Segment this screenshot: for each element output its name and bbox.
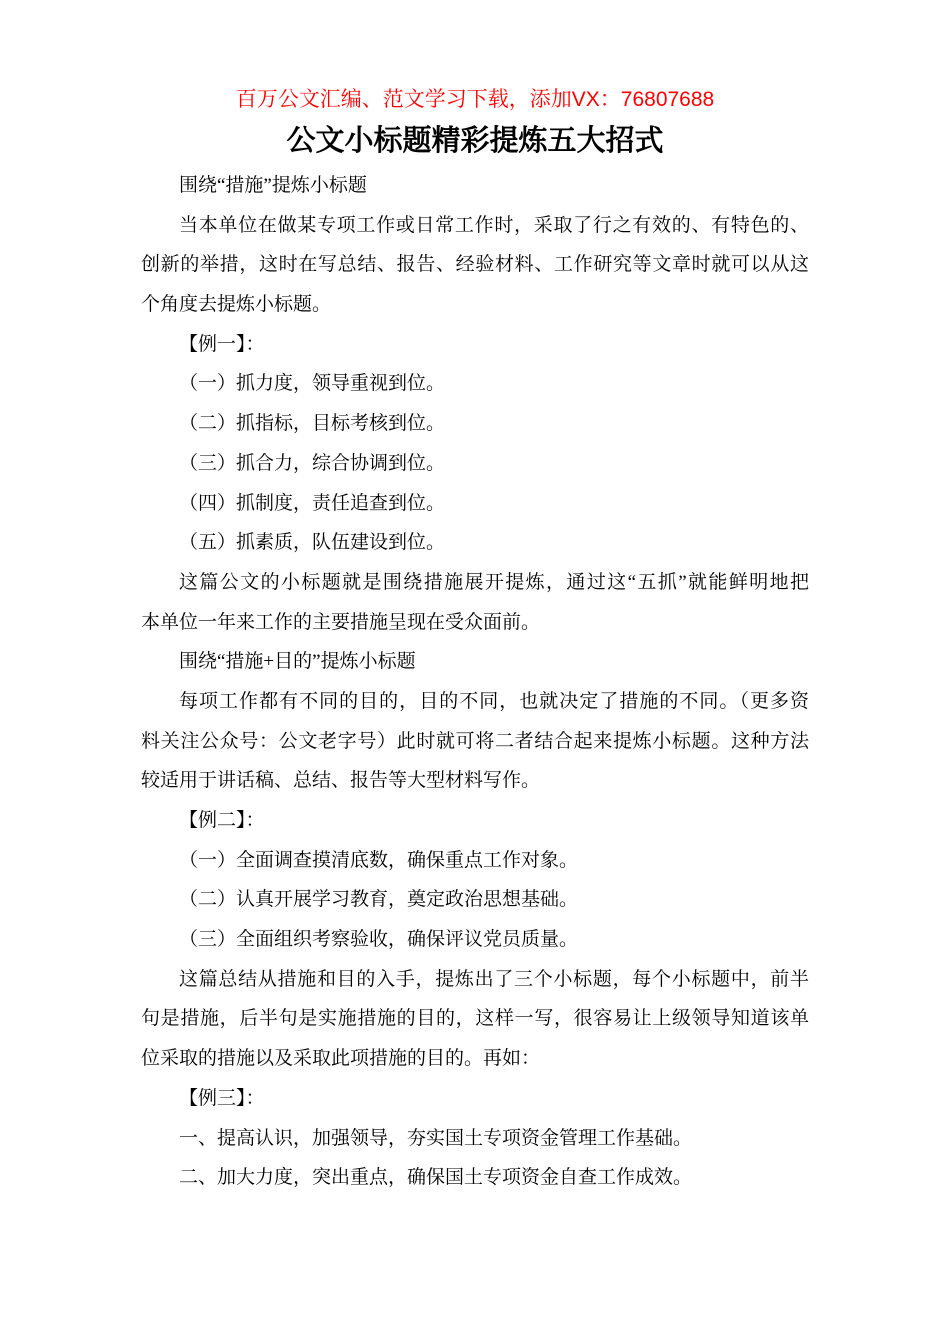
text-line: 创新的举措，这时在写总结、报告、经验材料、工作研究等文章时就可以从这 (141, 254, 809, 276)
text-line: （一）全面调查摸清底数，确保重点工作对象。 (179, 849, 579, 871)
text-line: 每项工作都有不同的目的，目的不同，也就决定了措施的不同。（更多资 (179, 690, 809, 712)
paragraph (141, 166, 809, 206)
paragraph (141, 364, 809, 404)
text-line: （五）抓素质，队伍建设到位。 (179, 532, 446, 554)
text-line: （三）全面组织考察验收，确保评议党员质量。 (179, 929, 579, 951)
document-body (141, 166, 809, 1198)
text-line: 较适用于讲话稿、总结、报告等大型材料写作。 (141, 770, 541, 792)
paragraph (141, 404, 809, 444)
text-line: 一、提高认识，加强领导，夯实国土专项资金管理工作基础。 (179, 1127, 693, 1149)
text-line: （二）抓指标，目标考核到位。 (179, 413, 446, 435)
paragraph (141, 801, 809, 841)
paragraph (141, 1079, 809, 1119)
text-line: （四）抓制度，责任追查到位。 (179, 492, 446, 514)
text-line: 句是措施，后半句是实施措施的目的，这样一写，很容易让上级领导知道该单 (141, 1008, 809, 1030)
paragraph (141, 523, 809, 563)
document-title: 公文小标题精彩提炼五大招式 (286, 125, 664, 157)
text-line: （一）抓力度，领导重视到位。 (179, 373, 446, 395)
paragraph (141, 682, 809, 801)
text-line: （三）抓合力，综合协调到位。 (179, 452, 446, 474)
paragraph (141, 1119, 809, 1159)
text-line: （二）认真开展学习教育，奠定政治思想基础。 (179, 889, 579, 911)
text-line: 【例二】： (179, 810, 265, 831)
text-line: 这篇公文的小标题就是围绕措施展开提炼，通过这“五抓”就能鲜明地把 (179, 571, 809, 593)
text-line: 【例一】： (179, 333, 265, 355)
text-line: 位采取的措施以及采取此项措施的目的。再如： (141, 1048, 541, 1070)
text-line: 这篇总结从措施和目的入手，提炼出了三个小标题，每个小标题中，前半 (179, 968, 809, 990)
text-line: 【例三】： (179, 1087, 265, 1109)
text-line: 围绕“措施+目的”提炼小标题 (179, 651, 416, 673)
paragraph (141, 1158, 809, 1198)
paragraph (141, 206, 809, 325)
paragraph (141, 642, 809, 682)
promo-banner-text: 百万公文汇编、范文学习下载，添加VX：76807688 (235, 88, 715, 111)
paragraph (141, 960, 809, 1079)
text-line: 本单位一年来工作的主要措施呈现在受众面前。 (141, 611, 541, 633)
paragraph (141, 563, 809, 642)
text-line: 当本单位在做某专项工作或日常工作时，采取了行之有效的、有特色的、 (179, 214, 809, 236)
paragraph (141, 841, 809, 881)
text-line: 二、加大力度，突出重点，确保国土专项资金自查工作成效。 (179, 1167, 693, 1189)
paragraph (141, 325, 809, 365)
paragraph (141, 920, 809, 960)
paragraph (141, 444, 809, 484)
text-line: 料关注公众号：公文老字号）此时就可将二者结合起来提炼小标题。这种方法 (141, 730, 809, 752)
paragraph (141, 880, 809, 920)
text-line: 围绕“措施”提炼小标题 (179, 175, 367, 196)
paragraph (141, 484, 809, 524)
text-line: 个角度去提炼小标题。 (141, 294, 332, 316)
